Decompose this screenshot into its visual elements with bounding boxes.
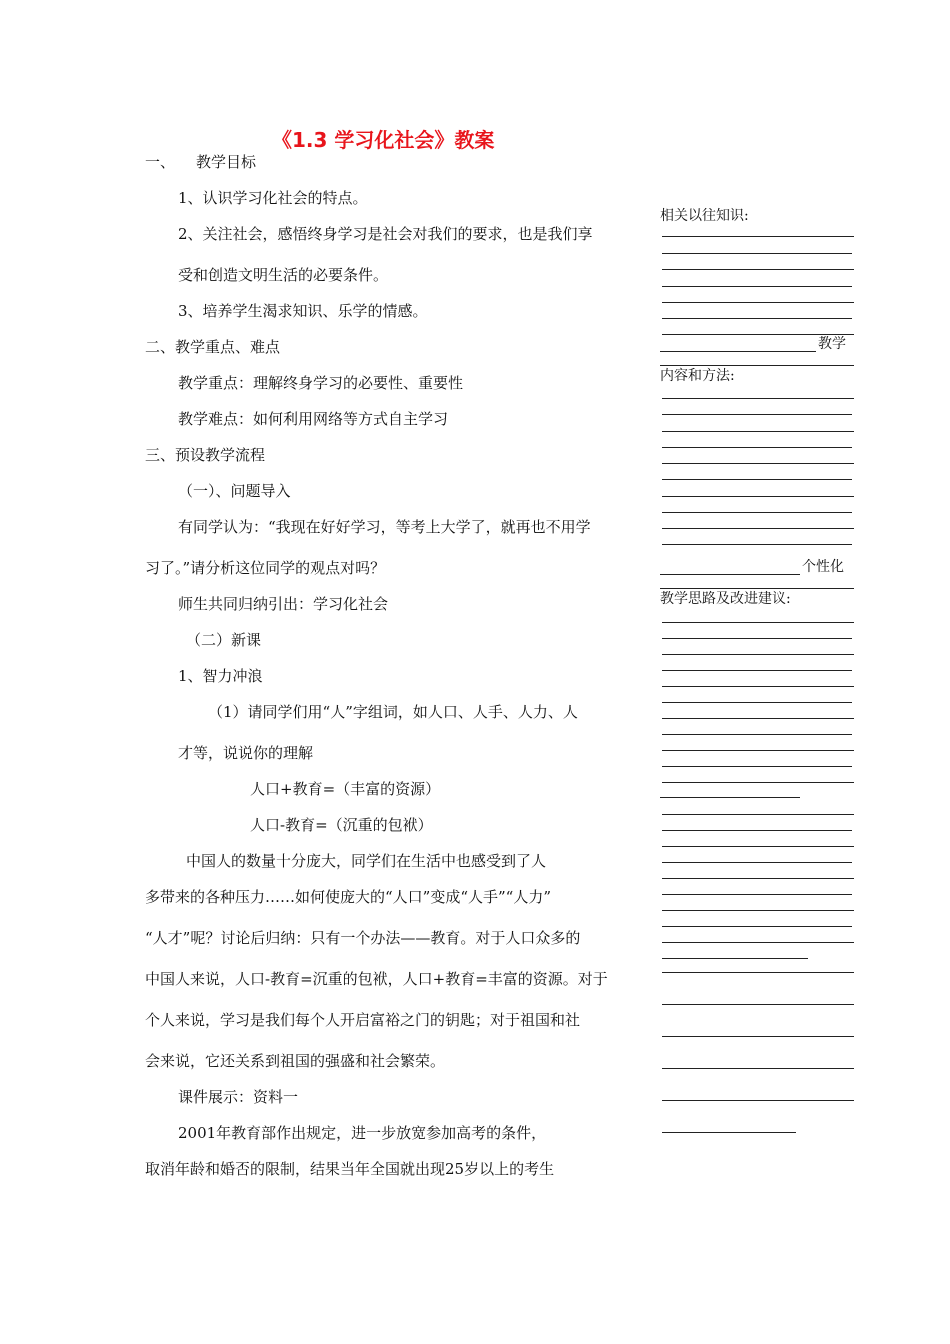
note-line [662,782,854,783]
material-line-2: 取消年龄和婚否的限制，结果当年全国就出现25岁以上的考生 [145,1160,555,1178]
note-line [662,236,854,237]
note-line [662,878,854,879]
courseware-label: 课件展示：资料一 [178,1088,299,1106]
item-1: 1、智力冲浪 [178,667,263,685]
note-line [662,463,854,464]
note-line [662,766,852,767]
teaching-label-b: 内容和方法: [660,368,735,384]
note-line [662,718,854,719]
paragraph-line-1: 中国人的数量十分庞大，同学们在生活中也感受到了人 [186,852,547,870]
section-heading-key-points: 二、教学重点、难点 [145,338,281,356]
note-line [662,431,854,432]
goal-3: 3、培养学生渴求知识、乐学的情感。 [178,302,428,320]
note-line [662,447,852,448]
subsection-new-lesson: （二）新课 [186,631,262,649]
material-line-1: 2001年教育部作出规定，进一步放宽参加高考的条件， [178,1124,547,1142]
note-line [662,942,854,943]
note-line [662,750,854,751]
note-line [662,1004,854,1005]
section-heading-goals: 教学目标 [196,153,257,171]
paragraph-line-2: 多带来的各种压力……如何使庞大的“人口”变成“人手”“人力” [145,888,552,906]
note-line [662,414,852,415]
note-line [662,269,854,270]
note-line [662,302,854,303]
note-line [662,862,852,863]
goal-1: 1、认识学习化社会的特点。 [178,189,368,207]
difficulty: 教学难点：如何利用网络等方式自主学习 [178,410,449,428]
note-line [660,588,854,589]
teaching-label-a: 教学 [818,336,846,352]
section-heading-process: 三、预设教学流程 [145,446,266,464]
note-line [662,544,852,545]
summary: 师生共同归纳引出：学习化社会 [178,595,389,613]
paragraph-line-4: 中国人来说，人口-教育=沉重的包袱，人口+教育=丰富的资源。对于 [145,970,608,988]
paragraph-line-5: 个人来说，学习是我们每个人开启富裕之门的钥匙；对于祖国和社 [145,1011,581,1029]
note-line [662,1100,854,1101]
note-line [662,830,852,831]
note-line [662,958,808,959]
note-line [662,926,852,927]
note-line [660,574,800,575]
question-1-line-2: 才等，说说你的理解 [178,744,314,762]
equation-2: 人口-教育=（沉重的包袱） [250,816,433,834]
intro-line-2: 习了。”请分析这位同学的观点对吗？ [145,559,386,577]
subsection-intro: （一）、问题导入 [178,482,291,500]
note-line [662,638,852,639]
personal-label-b: 教学思路及改进建议: [660,591,791,607]
goal-2-line-2: 受和创造文明生活的必要条件。 [178,266,389,284]
section-number-1: 一、 [145,153,176,171]
question-1-line-1: （1）请同学们用“人”字组词，如人口、人手、人力、人 [208,703,578,721]
note-line [662,654,854,655]
note-line [662,496,854,497]
equation-1: 人口+教育=（丰富的资源） [250,780,441,798]
note-line [662,1068,854,1069]
note-line [662,846,854,847]
paragraph-line-6: 会来说，它还关系到祖国的强盛和社会繁荣。 [145,1052,446,1070]
note-line [660,797,800,798]
note-line [660,365,854,366]
prior-knowledge-label: 相关以往知识: [660,208,749,224]
personal-label-a: 个性化 [802,559,844,575]
note-line [662,528,854,529]
note-line [662,318,852,319]
note-line [662,1036,854,1037]
note-line [662,479,852,480]
note-line [662,512,852,513]
note-line [662,972,854,973]
goal-2-line-1: 2、关注社会，感悟终身学习是社会对我们的要求，也是我们享 [178,225,593,243]
key-point: 教学重点：理解终身学习的必要性、重要性 [178,374,464,392]
note-line [662,894,852,895]
note-line [662,622,854,623]
note-line [662,910,854,911]
note-line [662,670,852,671]
note-line [662,702,852,703]
note-line [662,398,854,399]
note-line [662,686,854,687]
note-line [660,351,816,352]
note-line [662,286,852,287]
note-line [662,253,852,254]
note-line [662,734,852,735]
document-title: 《1.3 学习化社会》教案 [272,128,495,152]
note-line [662,814,854,815]
paragraph-line-3: “人才”呢？讨论后归纳：只有一个办法——教育。对于人口众多的 [145,929,581,947]
intro-line-1: 有同学认为：“我现在好好学习，等考上大学了，就再也不用学 [178,518,591,536]
note-line [662,1132,796,1133]
note-line [662,334,854,335]
